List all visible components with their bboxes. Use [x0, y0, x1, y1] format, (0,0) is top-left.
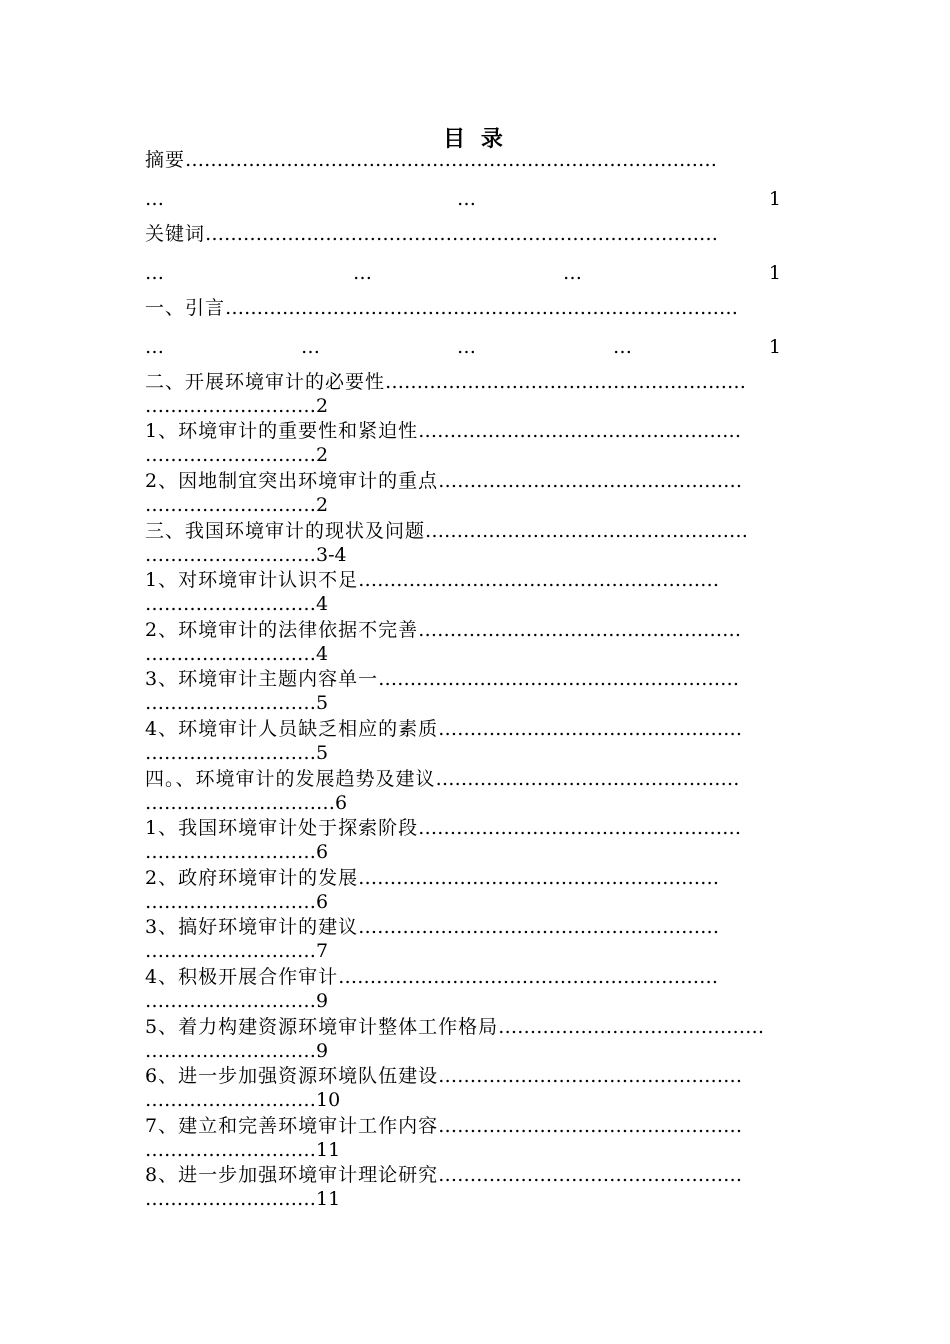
toc-entry [145, 965, 718, 989]
toc-entry-label: 6、进一步加强资源环境队伍建设 [145, 1065, 439, 1087]
toc-entry-keywords-continuation [145, 261, 785, 285]
toc-entry-continuation: ………………………9 [145, 990, 329, 1012]
toc-entry [145, 1114, 742, 1138]
toc-entry-label: 4、环境审计人员缺乏相应的素质 [145, 718, 439, 740]
toc-entry [145, 717, 742, 741]
toc-page-number: 1 [768, 336, 781, 358]
toc-title: 目 录 [443, 127, 507, 152]
toc-entry [145, 568, 719, 592]
toc-entry [145, 1064, 742, 1088]
toc-entry-label: 2、环境审计的法律依据不完善 [145, 619, 419, 641]
toc-entry-continuation: ………………………11 [145, 1139, 341, 1161]
toc-leader-dots: … [457, 188, 476, 210]
toc-entry-continuation: ………………………5 [145, 742, 329, 764]
toc-entry-label: 1、环境审计的重要性和紧迫性 [145, 420, 419, 442]
toc-leader-dots: …………………………………………… [418, 619, 742, 641]
toc-page-number: 1 [768, 188, 781, 210]
toc-page-number: 1 [768, 262, 781, 284]
toc-leader-dots: ………………………………………… [435, 768, 740, 790]
toc-entry-continuation: ………………………9 [145, 1040, 329, 1062]
toc-leader-dots: ………………………………………… [438, 1164, 743, 1186]
toc-entry [145, 816, 741, 840]
toc-entry-label: 3、环境审计主题内容单一 [145, 668, 379, 690]
toc-entry-label: 三、我国环境审计的现状及问题 [145, 520, 426, 542]
toc-leader-dots: …………………………………… [498, 1016, 765, 1038]
toc-entry [145, 519, 748, 543]
toc-entry [145, 1163, 742, 1187]
toc-entry-label: 摘要 [145, 149, 186, 171]
toc-entry-continuation: ………………………2 [145, 444, 329, 466]
toc-leader-dots: ………………………………………………… [385, 371, 747, 393]
toc-entry [145, 469, 742, 493]
toc-entry-label: 关键词 [145, 223, 206, 245]
toc-entry-continuation: ………………………7 [145, 940, 329, 962]
toc-entry-continuation: ………………………6 [145, 841, 329, 863]
toc-entry-continuation: ………………………2 [145, 395, 329, 417]
toc-entry-label: 一、引言 [145, 297, 226, 319]
toc-entry [145, 1015, 764, 1039]
toc-entry-keywords [145, 222, 718, 246]
toc-leader-dots: …………………………………………… [418, 420, 742, 442]
toc-leader-dots: … [145, 262, 164, 284]
toc-entry [145, 618, 741, 642]
toc-leader-dots: ………………………………………………………………………… [185, 149, 718, 171]
toc-leader-dots: ………………………………………………… [378, 668, 740, 690]
toc-leader-dots: …………………………………………… [425, 520, 749, 542]
toc-leader-dots: ………………………………………… [438, 470, 743, 492]
toc-entry-continuation: ………………………11 [145, 1188, 341, 1210]
toc-leader-dots: … [145, 336, 164, 358]
toc-entry-continuation: ………………………2 [145, 494, 329, 516]
toc-entry-continuation: ………………………10 [145, 1089, 341, 1111]
toc-entry-continuation: …………………………6 [145, 792, 348, 814]
toc-leader-dots: ………………………………………… [438, 1115, 743, 1137]
toc-entry-label: 2、政府环境审计的发展 [145, 867, 359, 889]
toc-entry-label: 1、对环境审计认识不足 [145, 569, 359, 591]
toc-leader-dots: … [353, 262, 372, 284]
toc-leader-dots: ………………………………………………… [358, 867, 720, 889]
toc-leader-dots: … [145, 188, 164, 210]
toc-entry-label: 二、开展环境审计的必要性 [145, 371, 386, 393]
toc-leader-dots: ………………………………………… [438, 718, 743, 740]
toc-leader-dots: ………………………………………………… [358, 916, 720, 938]
toc-entry-label: 5、着力构建资源环境审计整体工作格局 [145, 1016, 499, 1038]
toc-leader-dots: … [301, 336, 320, 358]
toc-entry-abstract-continuation [145, 187, 785, 211]
toc-entry-continuation: ………………………6 [145, 891, 329, 913]
toc-leader-dots: … [563, 262, 582, 284]
toc-entry-continuation: ………………………3-4 [145, 544, 347, 566]
toc-entry-abstract [145, 148, 717, 172]
toc-entry-label: 8、进一步加强环境审计理论研究 [145, 1164, 439, 1186]
toc-entry [145, 419, 741, 443]
toc-entry-continuation: ………………………4 [145, 643, 329, 665]
toc-leader-dots: ………………………………………… [438, 1065, 743, 1087]
toc-entry-continuation: ………………………4 [145, 593, 329, 615]
toc-leader-dots: ……………………………………………………………………… [225, 297, 739, 319]
toc-entry-intro [145, 296, 738, 320]
toc-entry [145, 866, 719, 890]
toc-entry [145, 915, 719, 939]
toc-entry [145, 667, 739, 691]
toc-entry [145, 767, 740, 791]
toc-leader-dots: ……………………………………………………………………… [205, 223, 719, 245]
toc-leader-dots: ………………………………………………… [358, 569, 720, 591]
toc-entry-label: 3、搞好环境审计的建议 [145, 916, 359, 938]
toc-leader-dots: …………………………………………………… [338, 966, 719, 988]
toc-entry-label: 4、积极开展合作审计 [145, 966, 339, 988]
toc-leader-dots: … [457, 336, 476, 358]
toc-leader-dots: … [613, 336, 632, 358]
toc-entry-intro-continuation [145, 335, 785, 359]
toc-entry-continuation: ………………………5 [145, 692, 329, 714]
toc-entry-label: 四。、环境审计的发展趋势及建议 [145, 768, 436, 790]
toc-entry-label: 2、因地制宜突出环境审计的重点 [145, 470, 439, 492]
toc-entry-label: 7、建立和完善环境审计工作内容 [145, 1115, 439, 1137]
toc-leader-dots: …………………………………………… [418, 817, 742, 839]
toc-entry [145, 370, 746, 394]
toc-entry-label: 1、我国环境审计处于探索阶段 [145, 817, 419, 839]
